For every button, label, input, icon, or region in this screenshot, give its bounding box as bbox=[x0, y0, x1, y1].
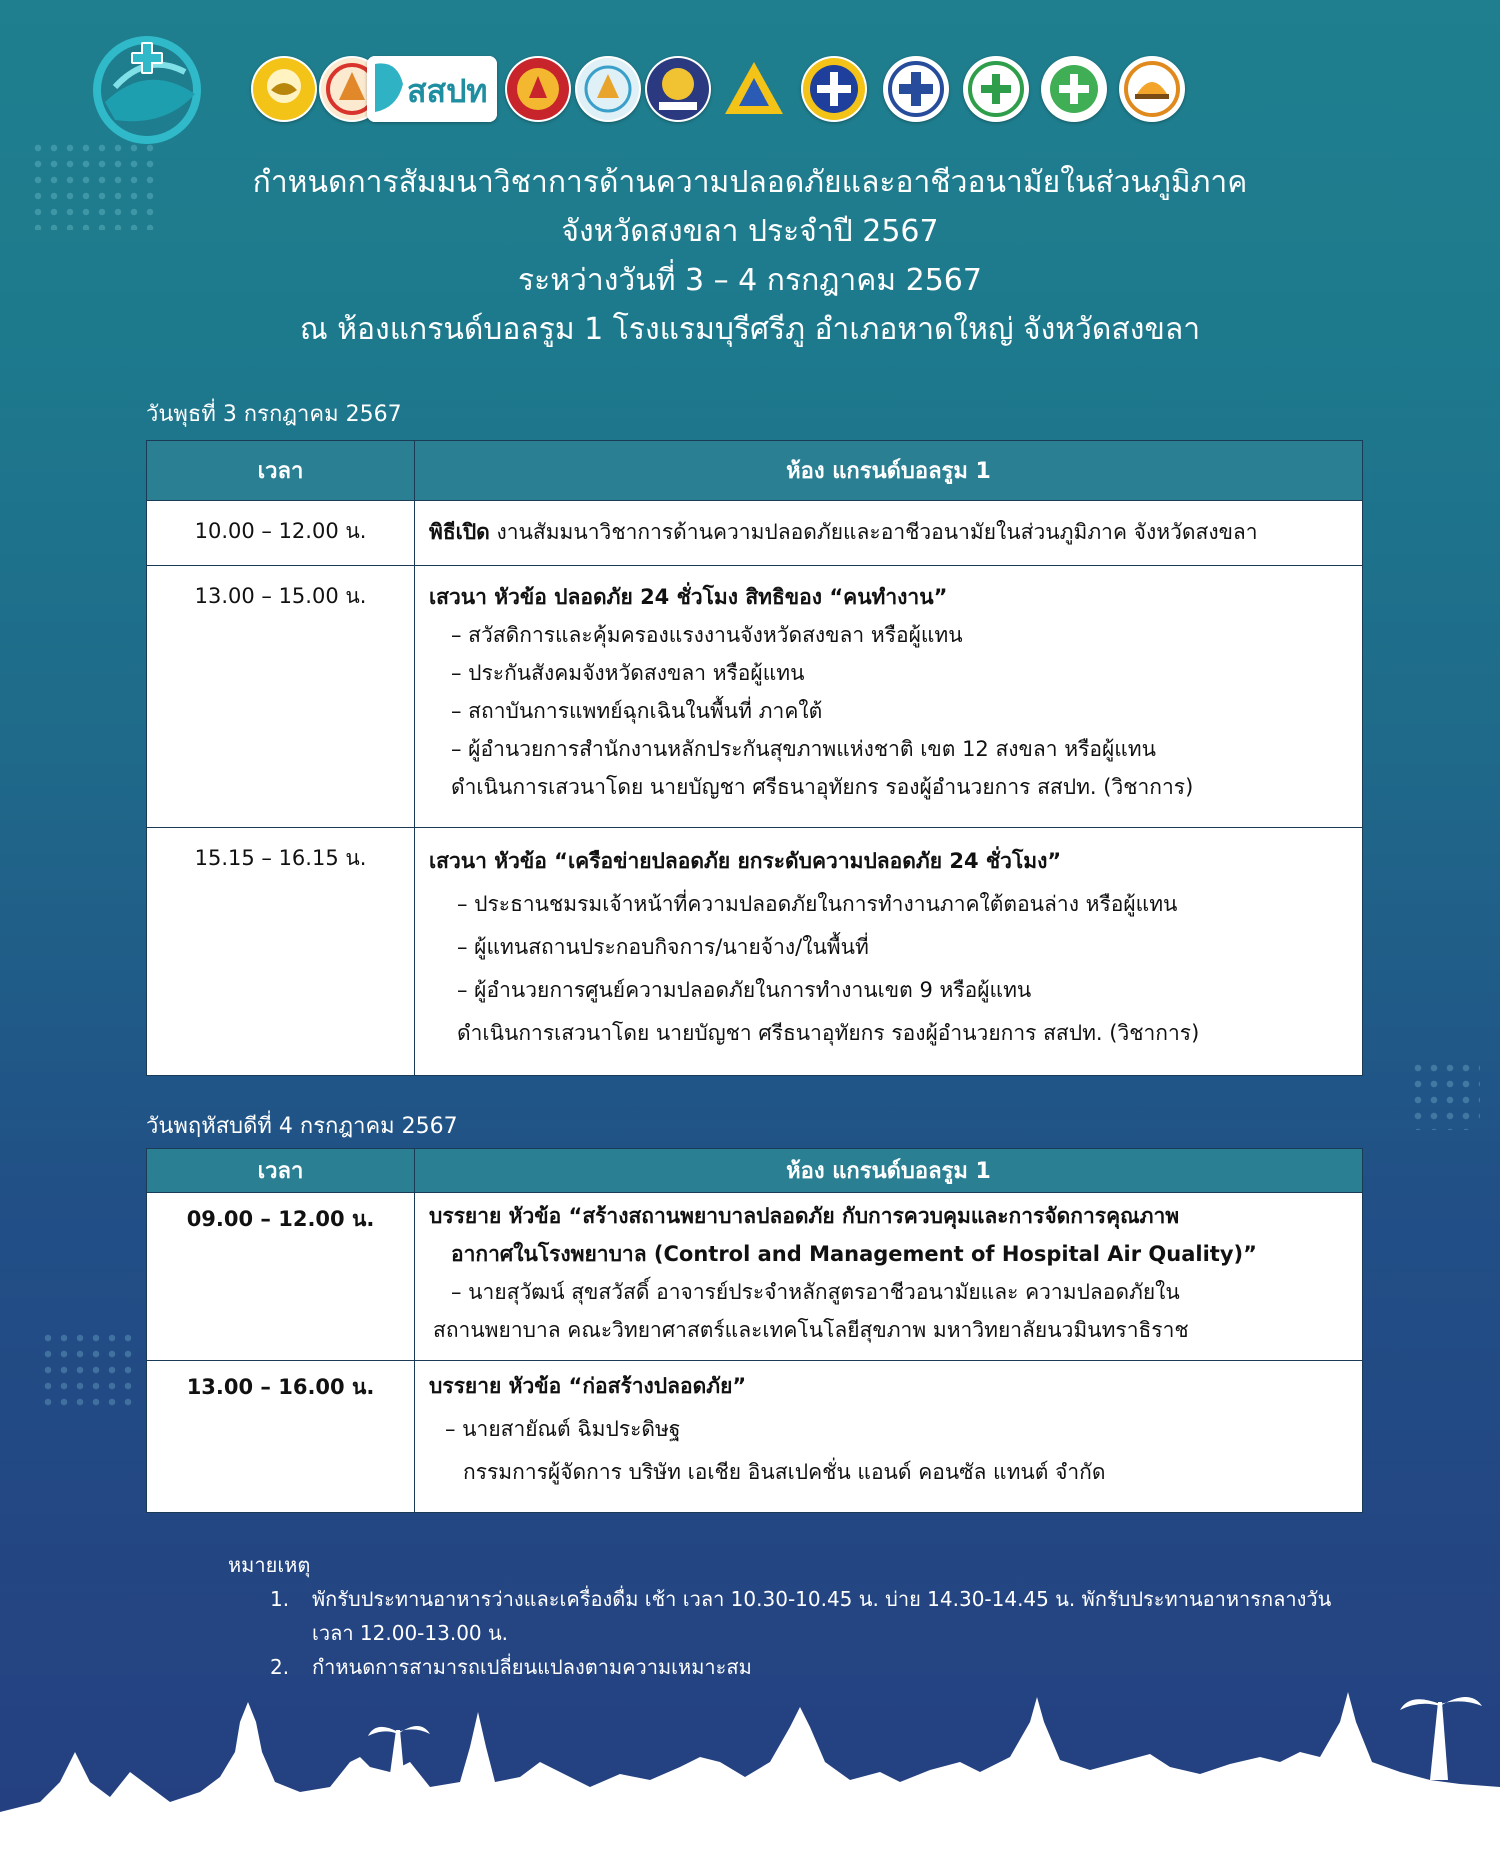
safety-health-logo bbox=[85, 32, 215, 152]
note-text: พักรับประทานอาหารว่างและเครื่องดื่ม เช้า เวลา 10.30-10.45 น. บ่าย 14.30-14.45 น. พักรับประทานอาหารกลางวัน bbox=[312, 1587, 1332, 1611]
session-time: 13.00 – 15.00 น. bbox=[147, 566, 415, 828]
occupational-safety-badge-icon bbox=[1119, 56, 1185, 122]
decorative-dots bbox=[40, 1330, 140, 1410]
session-title-rest: “เครือข่ายปลอดภัย ยกระดับความปลอดภัย 24 ชั่วโมง” bbox=[546, 849, 1062, 873]
session-title-rest: งานสัมมนาวิชาการด้านความปลอดภัยและอาชีวอนามัยในส่วนภูมิภาค จังหวัดสงขลา bbox=[489, 520, 1258, 544]
session-detail-line: – ประกันสังคมจังหวัดสงขลา หรือผู้แทน bbox=[451, 661, 805, 685]
session-content bbox=[415, 501, 1363, 566]
time-column-header: เวลา bbox=[147, 1149, 415, 1193]
day2-label: วันพฤหัสบดีที่ 4 กรกฎาคม 2567 bbox=[146, 1114, 458, 1139]
sasopt-text: สสปท bbox=[407, 72, 488, 110]
session-time: 13.00 – 16.00 น. bbox=[147, 1361, 415, 1513]
title-line: กำหนดการสัมมนาวิชาการด้านความปลอดภัยและอาชีวอนามัยในส่วนภูมิภาค bbox=[252, 165, 1248, 200]
session-detail-line: – นายสุวัฒน์ สุขสวัสดิ์ อาจารย์ประจำหลักสูตรอาชีวอนามัยและ ความปลอดภัยใน bbox=[451, 1280, 1180, 1304]
note-number: 1. bbox=[270, 1587, 290, 1611]
time-column-header: เวลา bbox=[147, 441, 415, 501]
table-row bbox=[147, 501, 1363, 566]
emergency-medical-institute-icon bbox=[801, 56, 867, 122]
room-column-header: ห้อง แกรนด์บอลรูม 1 bbox=[415, 441, 1363, 501]
room-column-header: ห้อง แกรนด์บอลรูม 1 bbox=[415, 1149, 1363, 1193]
songkhla-province-seal-icon bbox=[251, 56, 317, 122]
session-detail-line: – ประธานชมรมเจ้าหน้าที่ความปลอดภัยในการทำงานภาคใต้ตอนล่าง หรือผู้แทน bbox=[457, 892, 1178, 916]
session-detail-line: – นายสายัณต์ ฉิมประดิษฐ bbox=[445, 1417, 681, 1441]
session-title: พิธีเปิด bbox=[429, 520, 490, 544]
session-title: เสวนา หัวข้อ bbox=[429, 849, 547, 873]
decorative-dots bbox=[1410, 1060, 1480, 1130]
notes-heading: หมายเหตุ bbox=[228, 1553, 311, 1577]
session-content bbox=[415, 566, 1363, 828]
table-row bbox=[147, 1361, 1363, 1513]
employment-dept-seal-icon bbox=[645, 56, 711, 122]
title-line: ระหว่างวันที่ 3 – 4 กรกฎาคม 2567 bbox=[518, 263, 982, 298]
session-time: 09.00 – 12.00 น. bbox=[147, 1193, 415, 1361]
nhso-logo-icon bbox=[883, 56, 949, 122]
session-content bbox=[415, 828, 1363, 1076]
session-detail-line: – ผู้แทนสถานประกอบกิจการ/นายจ้าง/ในพื้นที่ bbox=[457, 935, 869, 959]
sasopt-logo-icon bbox=[367, 56, 497, 122]
note-text: กำหนดการสามารถเปลี่ยนแปลงตามความเหมาะสม bbox=[312, 1655, 752, 1679]
title-line: จังหวัดสงขลา ประจำปี 2567 bbox=[561, 214, 939, 249]
page-title bbox=[100, 158, 1400, 354]
table-row bbox=[147, 828, 1363, 1076]
employment-promotion-seal-icon bbox=[575, 56, 641, 122]
session-title: เสวนา หัวข้อ ปลอดภัย 24 ชั่วโมง สิทธิของ “คนทำงาน” bbox=[429, 585, 948, 609]
session-detail-line: กรรมการผู้จัดการ บริษัท เอเชีย อินสเปคชั่น แอนด์ คอนซัล แทนต์ จำกัด bbox=[463, 1460, 1106, 1484]
title-line: ณ ห้องแกรนด์บอลรูม 1 โรงแรมบุรีศรีภู อำเภอหาดใหญ่ จังหวัดสงขลา bbox=[299, 312, 1201, 347]
session-content bbox=[415, 1193, 1363, 1361]
session-detail-line: สถานพยาบาล คณะวิทยาศาสตร์และเทคโนโลยีสุขภาพ มหาวิทยาลัยนวมินทราธิราช bbox=[433, 1318, 1189, 1342]
hospital-cross-logo-icon bbox=[963, 56, 1029, 122]
session-detail-line: – สวัสดิการและคุ้มครองแรงงานจังหวัดสงขลา หรือผู้แทน bbox=[451, 623, 963, 647]
health-cross-badge-icon bbox=[1041, 56, 1107, 122]
labour-protection-dept-seal-icon bbox=[505, 56, 571, 122]
note-number: 2. bbox=[270, 1655, 290, 1679]
day2-schedule-table bbox=[146, 1148, 1363, 1513]
day1-label: วันพุธที่ 3 กรกฎาคม 2567 bbox=[146, 402, 402, 427]
session-time: 10.00 – 12.00 น. bbox=[147, 501, 415, 566]
session-detail-line: – สถาบันการแพทย์ฉุกเฉินในพื้นที่ ภาคใต้ bbox=[451, 699, 823, 723]
moderator-line: ดำเนินการเสวนาโดย นายบัญชา ศรีธนาอุทัยกร รองผู้อำนวยการ สสปท. (วิชาการ) bbox=[451, 775, 1194, 799]
session-title: อากาศในโรงพยาบาล (Control and Management of Hospital Air Quality)” bbox=[451, 1242, 1257, 1266]
session-title: บรรยาย หัวข้อ “ก่อสร้างปลอดภัย” bbox=[429, 1374, 747, 1398]
session-content bbox=[415, 1361, 1363, 1513]
logo-row bbox=[85, 32, 1405, 152]
note-item bbox=[228, 1582, 1331, 1616]
session-time: 15.15 – 16.15 น. bbox=[147, 828, 415, 1076]
social-security-office-icon bbox=[721, 56, 787, 122]
table-row bbox=[147, 566, 1363, 828]
note-text-continued: เวลา 12.00-13.00 น. bbox=[312, 1621, 509, 1645]
table-row bbox=[147, 1193, 1363, 1361]
session-detail-line: – ผู้อำนวยการสำนักงานหลักประกันสุขภาพแห่งชาติ เขต 12 สงขลา หรือผู้แทน bbox=[451, 737, 1157, 761]
city-skyline-illustration bbox=[0, 1662, 1500, 1852]
session-title: บรรยาย หัวข้อ “สร้างสถานพยาบาลปลอดภัย กับการควบคุมและการจัดการคุณภาพ bbox=[429, 1204, 1180, 1228]
session-detail-line: – ผู้อำนวยการศูนย์ความปลอดภัยในการทำงานเขต 9 หรือผู้แทน bbox=[457, 978, 1032, 1002]
day1-schedule-table bbox=[146, 440, 1363, 1076]
moderator-line: ดำเนินการเสวนาโดย นายบัญชา ศรีธนาอุทัยกร รองผู้อำนวยการ สสปท. (วิชาการ) bbox=[457, 1021, 1200, 1045]
